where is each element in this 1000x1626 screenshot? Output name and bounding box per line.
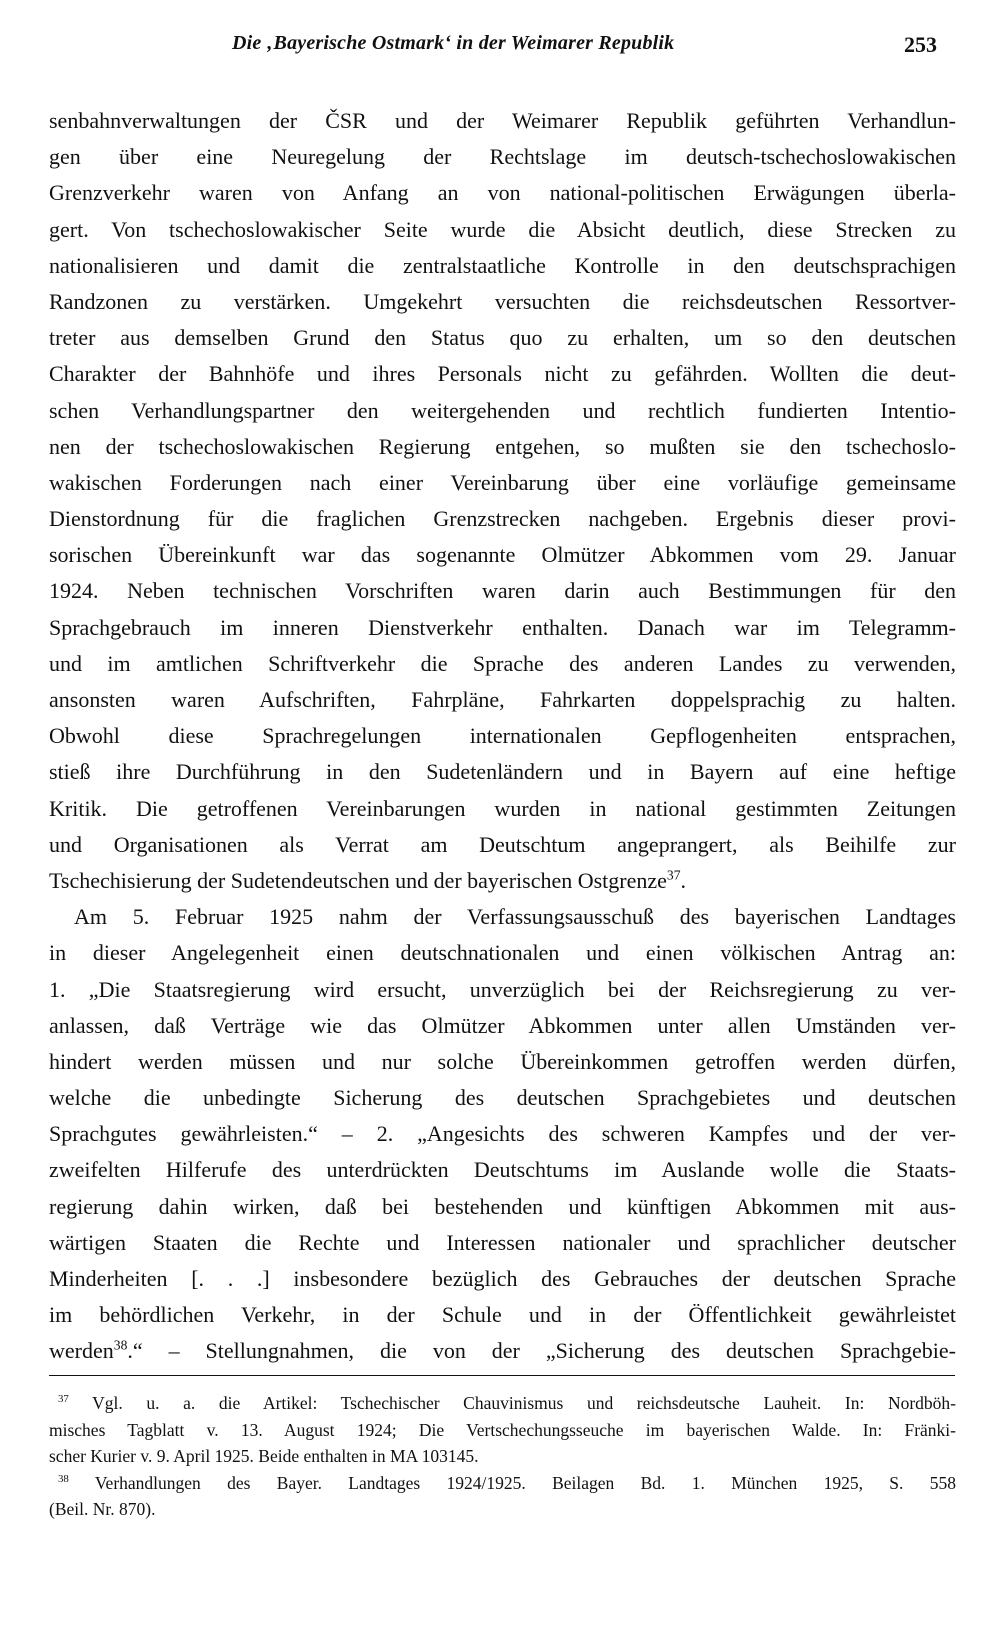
text-line	[49, 465, 956, 501]
footnote-number: 38	[58, 1472, 69, 1485]
text-line	[49, 284, 956, 320]
text-line-content: wärtigen Staaten die Rechte und Interessen nationaler und sprachlicher deutscher	[49, 1229, 956, 1255]
text-line-content: nen der tschechoslowakischen Regierung entgehen, so mußten sie den tschechoslo-	[49, 433, 956, 459]
text-line-content: Charakter der Bahnhöfe und ihres Personals nicht zu gefährden. Wollten die deut-	[49, 361, 956, 387]
text-line-content: Sprachgebrauch im inneren Dienstverkehr enthalten. Danach war im Telegramm-	[49, 614, 956, 640]
text-line	[49, 573, 956, 609]
text-line	[49, 827, 956, 863]
footnote-number: 37	[58, 1393, 69, 1406]
text-line	[49, 1189, 956, 1225]
text-line-continuation: .“ – Stellungnahmen, die von der „Sicherung des deutschen Sprachgebie-	[127, 1338, 956, 1364]
text-line-content: ansonsten waren Aufschriften, Fahrpläne, Fahrkarten doppelsprachig zu halten.	[49, 687, 956, 712]
text-line	[49, 754, 956, 790]
text-line-content: gert. Von tschechoslowakischer Seite wurde die Absicht deutlich, diese Strecken zu	[49, 216, 956, 242]
text-line	[49, 863, 956, 899]
text-line	[49, 429, 956, 465]
text-line	[49, 356, 956, 392]
text-line	[49, 501, 956, 537]
text-line-content: 1. „Die Staatsregierung wird ersucht, unverzüglich bei der Reichsregierung zu ver-	[49, 976, 956, 1002]
text-line	[49, 718, 956, 754]
footnote-line	[49, 1443, 956, 1470]
text-line	[49, 1152, 956, 1188]
text-line-content: werden	[49, 1338, 114, 1364]
text-line-content: und im amtlichen Schriftverkehr die Sprache des anderen Landes zu verwenden,	[49, 650, 956, 676]
text-line-content: wakischen Forderungen nach einer Vereinbarung über eine vorläufige gemeinsame	[49, 469, 956, 495]
text-line	[49, 103, 956, 139]
text-line-content: anlassen, daß Verträge wie das Olmützer Abkommen unter allen Umständen ver-	[49, 1012, 956, 1038]
text-line-content: 1924. Neben technischen Vorschriften waren darin auch Bestimmungen für den	[49, 578, 956, 604]
text-line-content: nationalisieren und damit die zentralstaatliche Kontrolle in den deutschsprachigen	[49, 252, 956, 278]
footnote-reference: 37	[666, 867, 681, 883]
running-head-title: Die ‚Bayerische Ostmark‘ in der Weimarer Republik	[232, 32, 675, 54]
text-line	[49, 393, 956, 429]
text-line-content: Am 5. Februar 1925 nahm der Verfassungsausschuß des bayerischen Landtages	[74, 904, 956, 930]
text-line-content: Sprachgutes gewährleisten.“ – 2. „Angesichts des schweren Kampfes und der ver-	[49, 1121, 956, 1147]
text-line-content: Obwohl diese Sprachregelungen internationalen Gepflogenheiten entsprachen,	[49, 723, 956, 749]
text-line	[49, 791, 956, 827]
text-line-content: im behördlichen Verkehr, in der Schule und in der Öffentlichkeit gewährleistet	[49, 1302, 956, 1328]
text-line-continuation: .	[680, 867, 687, 893]
text-line	[49, 248, 956, 284]
text-line-content: schen Verhandlungspartner den weitergehenden und rechtlich fundierten Intentio-	[49, 397, 956, 423]
text-line-content: und Organisationen als Verrat am Deutschtum angeprangert, als Beihilfe zur	[49, 831, 956, 857]
text-line-content: Randzonen zu verstärken. Umgekehrt versuchten die reichsdeutschen Ressortver-	[49, 288, 956, 314]
text-line-content: zweifelten Hilferufe des unterdrückten Deutschtums im Auslande wolle die Staats-	[49, 1157, 956, 1183]
text-line-content: Dienstordnung für die fraglichen Grenzstrecken nachgeben. Ergebnis dieser provi-	[49, 506, 956, 532]
text-line	[49, 1080, 956, 1116]
footnote-text: (Beil. Nr. 870).	[49, 1499, 156, 1519]
text-line-content: Tschechisierung der Sudetendeutschen und der bayerischen Ostgrenze	[49, 867, 667, 893]
text-line	[49, 139, 956, 175]
text-line	[49, 1297, 956, 1333]
text-line-content: Kritik. Die getroffenen Vereinbarungen wurden in national gestimmten Zeitungen	[49, 795, 956, 821]
text-line	[49, 1261, 956, 1297]
text-line-content: in dieser Angelegenheit einen deutschnationalen und einen völkischen Antrag an:	[49, 940, 956, 966]
text-line	[49, 610, 956, 646]
text-line	[49, 682, 956, 718]
text-line	[49, 320, 956, 356]
text-line-content: stieß ihre Durchführung in den Sudetenländern und in Bayern auf eine heftige	[49, 759, 956, 785]
text-line	[49, 899, 956, 935]
text-line	[49, 1008, 956, 1044]
footnote-text: Vgl. u. a. die Artikel: Tschechischer Chauvinismus und reichsdeutsche Lauheit. In: Nordböh-	[68, 1393, 956, 1413]
footnotes	[49, 1390, 956, 1523]
text-line	[49, 1116, 956, 1152]
footnote-text: Verhandlungen des Bayer. Landtages 1924/1925. Beilagen Bd. 1. München 1925, S. 558	[68, 1472, 956, 1493]
text-line-content: treter aus demselben Grund den Status quo zu erhalten, um so den deutschen	[49, 325, 956, 351]
text-line	[49, 1044, 956, 1080]
text-line-content: sorischen Übereinkunft war das sogenannte Olmützer Abkommen vom 29. Januar	[49, 542, 956, 568]
footnote-line	[49, 1417, 956, 1444]
text-line-content: hindert werden müssen und nur solche Übereinkommen getroffen werden dürfen,	[49, 1048, 956, 1074]
footnote-text: scher Kurier v. 9. April 1925. Beide enthalten in MA 103145.	[49, 1446, 479, 1466]
text-line	[49, 212, 956, 248]
footnote-reference: 38	[113, 1338, 128, 1354]
text-line	[49, 1333, 956, 1369]
text-line	[49, 1225, 956, 1261]
text-line-content: regierung dahin wirken, daß bei bestehenden und künftigen Abkommen mit aus-	[49, 1193, 956, 1219]
text-line	[49, 175, 956, 211]
footnote-line	[49, 1470, 956, 1497]
footnote-line	[49, 1390, 956, 1417]
text-line-content: welche die unbedingte Sicherung des deutschen Sprachgebietes und deutschen	[49, 1085, 956, 1111]
text-line-content: senbahnverwaltungen der ČSR und der Weimarer Republik geführten Verhandlun-	[49, 108, 956, 133]
footnote-line	[49, 1496, 956, 1523]
text-line-content: Minderheiten [. . .] insbesondere bezüglich des Gebrauches der deutschen Sprache	[49, 1266, 956, 1291]
text-line-content: gen über eine Neuregelung der Rechtslage im deutsch-tschechoslowakischen	[49, 144, 956, 170]
text-line-content: Grenzverkehr waren von Anfang an von national-politischen Erwägungen überla-	[49, 180, 956, 206]
text-line	[49, 972, 956, 1008]
footnote-text: misches Tagblatt v. 13. August 1924; Die Vertschechungsseuche im bayerischen Walde. In: Fränki-	[49, 1419, 956, 1440]
page-number: 253	[904, 32, 937, 57]
text-line	[49, 935, 956, 971]
body-text	[49, 103, 956, 1370]
text-line	[49, 646, 956, 682]
text-line	[49, 537, 956, 573]
footnote-divider	[49, 1375, 955, 1376]
